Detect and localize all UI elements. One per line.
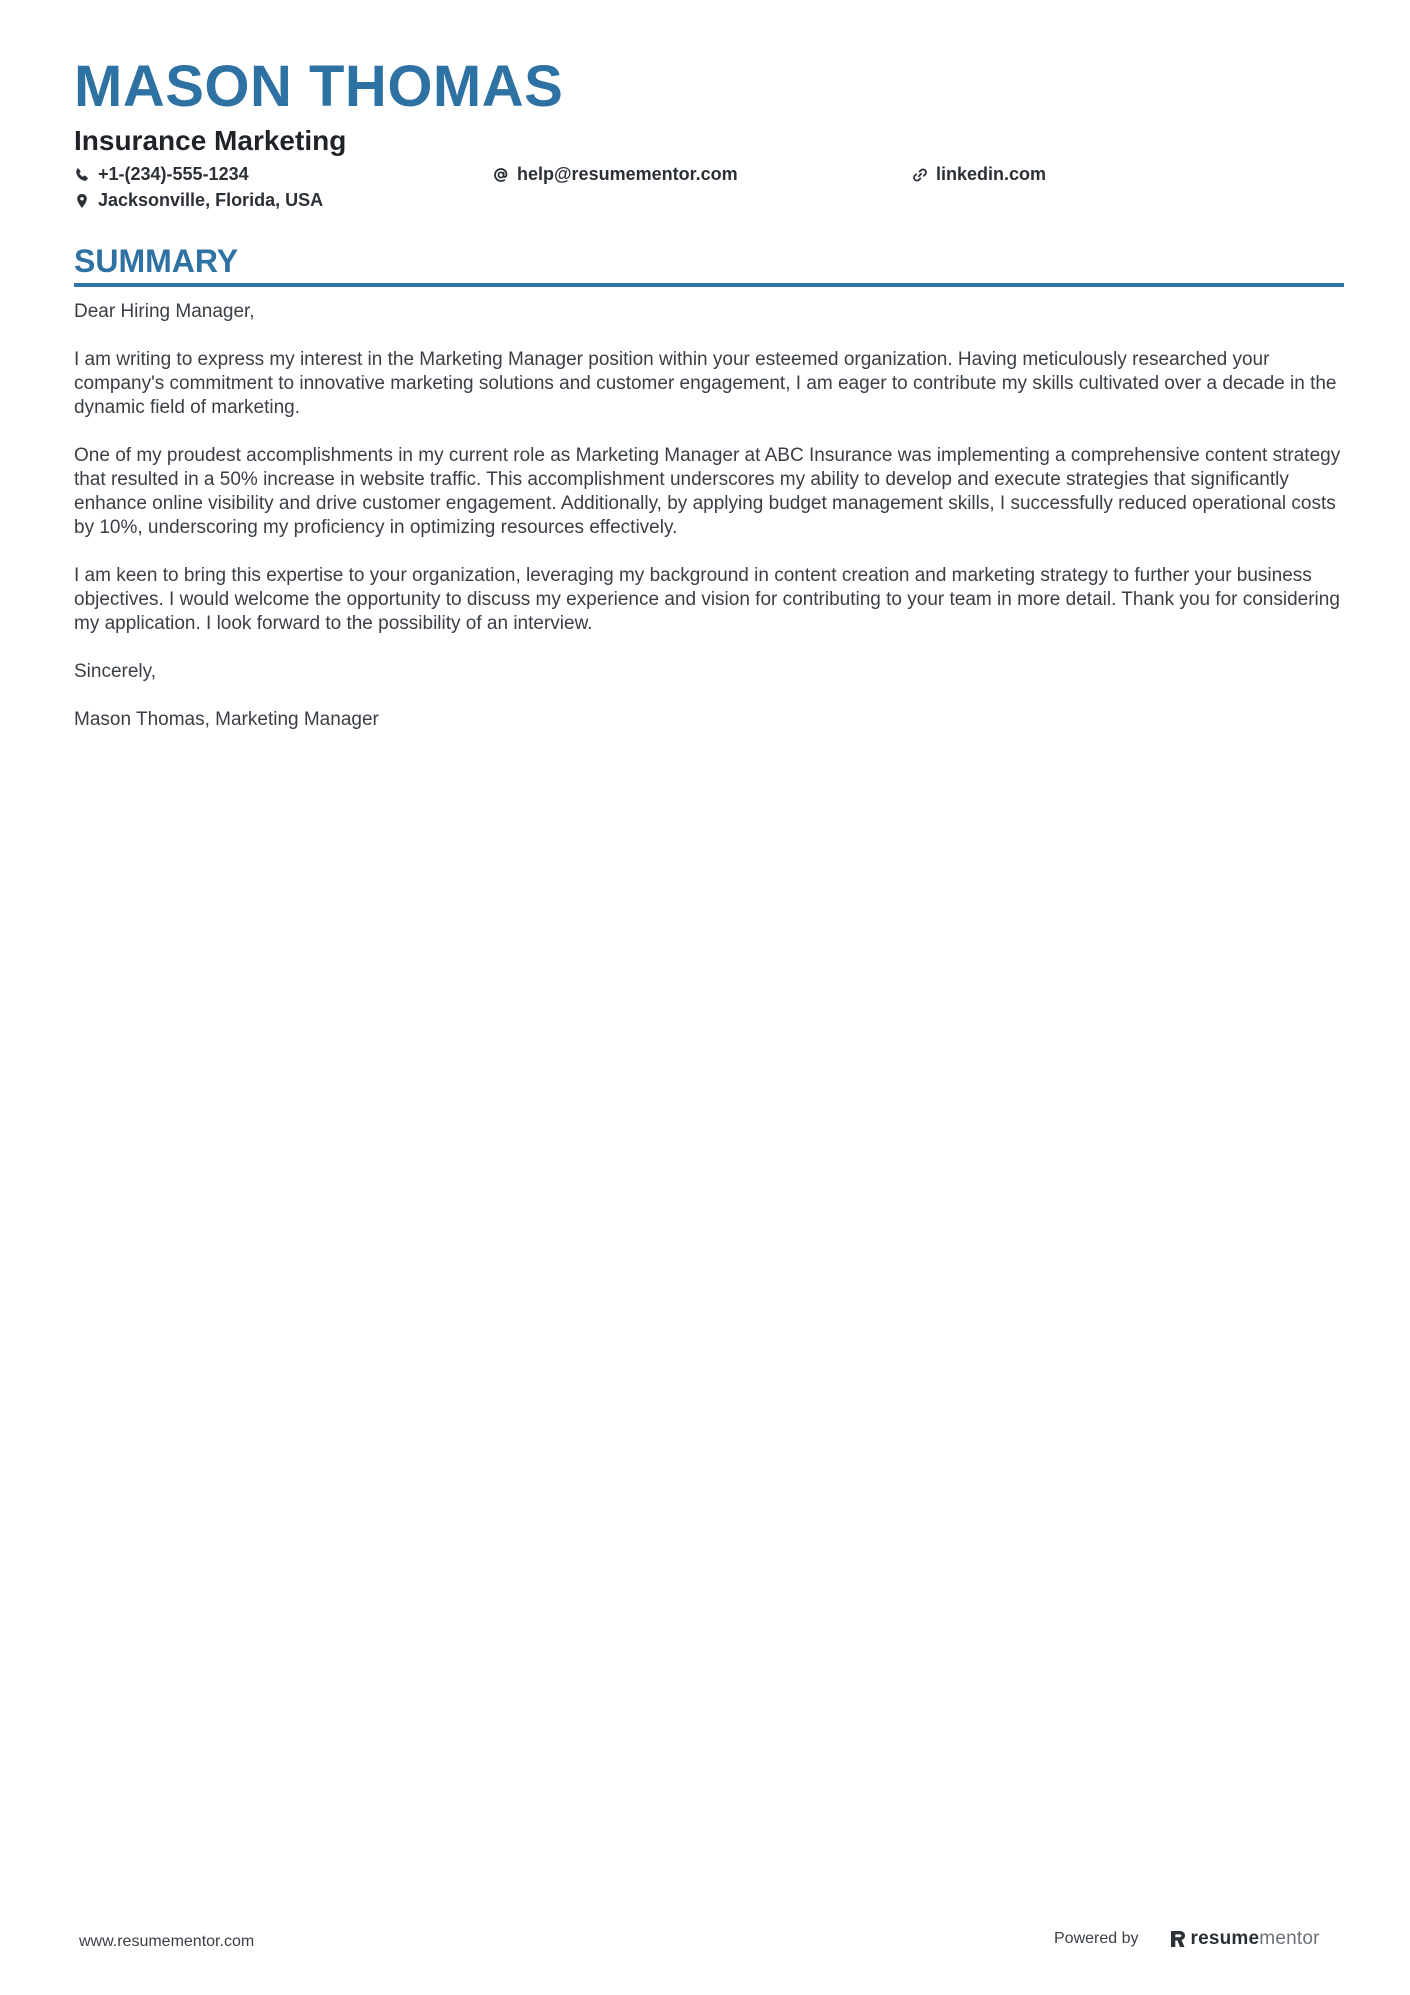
phone-icon <box>74 167 90 183</box>
cover-letter-body <box>74 300 1344 756</box>
resumementor-logo-icon <box>1169 1929 1187 1949</box>
linkedin-text[interactable]: linkedin.com <box>936 164 1047 184</box>
phone-text: +1-(234)-555-1234 <box>98 164 249 184</box>
powered-by-label: Powered by <box>1054 1930 1139 1947</box>
summary-heading: SUMMARY <box>74 243 239 279</box>
link-icon <box>912 167 928 183</box>
footer-website[interactable]: www.resumementor.com <box>79 1933 255 1950</box>
section-divider <box>74 283 1344 287</box>
letter-paragraph: I am writing to express my interest in the Marketing Manager position within your esteemed organization. Having meticulously researched your company's commitment to innovative marketing solutions and customer engagement, I am eager to contribute my skills cultivated over a decade in the dynamic field of marketing. <box>74 349 1337 418</box>
letter-paragraph: I am keen to bring this expertise to your organization, leveraging my background in content creation and marketing strategy to further your business objectives. I would welcome the opportunity to discuss my experience and vision for contributing to your team in more detail. Thank you for considering my application. I look forward to the possibility of an interview. <box>74 565 1340 634</box>
letter-paragraph: One of my proudest accomplishments in my current role as Marketing Manager at ABC Insurance was implementing a comprehensive content strategy that resulted in a 50% increase in website traffic. This accomplishment underscores my ability to develop and execute strategies that significantly enhance online visibility and drive customer engagement. Additionally, by applying budget management skills, I successfully reduced operational costs by 10%, underscoring my proficiency in optimizing resources effectively. <box>74 445 1341 538</box>
job-title: Insurance Marketing <box>74 125 347 156</box>
contact-phone <box>74 164 249 185</box>
signature: Mason Thomas, Marketing Manager <box>74 709 379 730</box>
at-icon <box>493 167 509 183</box>
brand-text-resume: resume <box>1190 1928 1260 1949</box>
brand-text-mentor: mentor <box>1259 1928 1320 1949</box>
resume-page <box>74 0 1344 1995</box>
candidate-name: MASON THOMAS <box>74 54 564 119</box>
brand-logo[interactable] <box>1169 1928 1320 1950</box>
contact-email[interactable] <box>493 164 738 185</box>
contact-linkedin[interactable] <box>912 164 1046 185</box>
closing: Sincerely, <box>74 661 157 682</box>
location-pin-icon <box>74 193 90 209</box>
location-text: Jacksonville, Florida, USA <box>98 190 324 210</box>
salutation: Dear Hiring Manager, <box>74 301 255 322</box>
email-text[interactable]: help@resumementor.com <box>517 164 738 184</box>
contact-location <box>74 190 323 211</box>
footer-branding <box>1054 1928 1320 1950</box>
